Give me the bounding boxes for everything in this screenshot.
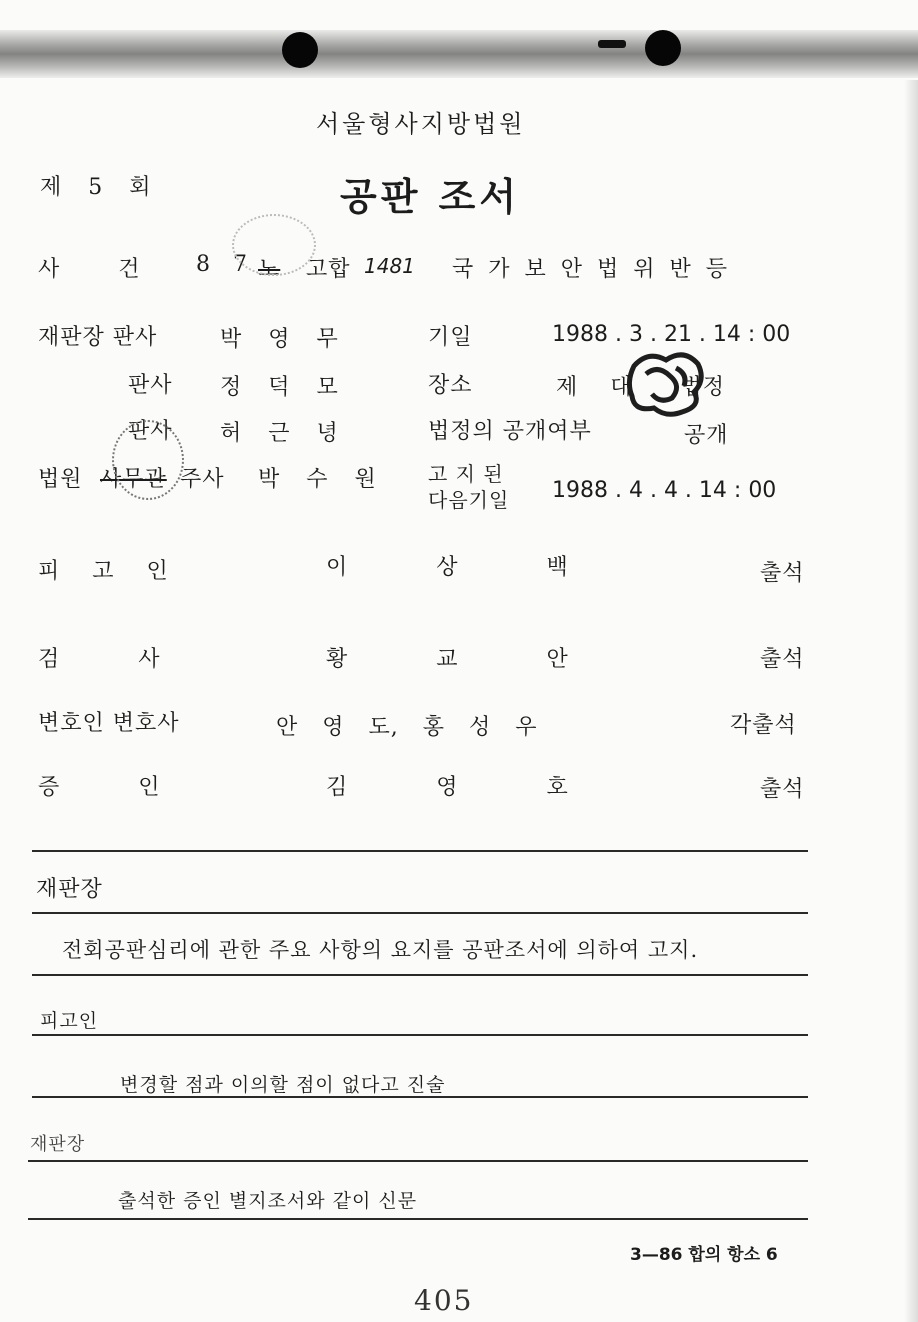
party-role: 피 고 인 [38, 559, 169, 584]
proceeding-text: 변경할 점과 이의할 점이 없다고 진술 [120, 1074, 446, 1096]
divider [28, 1160, 808, 1162]
clerk-name: 박 수 원 [258, 467, 377, 492]
faint-stamp [232, 214, 316, 276]
page-edge-shadow [904, 80, 918, 1322]
case-number-kind: 고합 [306, 257, 351, 282]
punch-hole [645, 30, 681, 66]
divider [32, 974, 808, 976]
next-date-label-1: 고 지 된 [428, 462, 504, 486]
proceeding-speaker: 재판장 [36, 877, 103, 902]
session-number: 제 5 회 [40, 175, 152, 200]
scan-binding-band [0, 30, 918, 78]
party-status: 출석 [760, 647, 805, 672]
court-name: 서울형사지방법원 [316, 110, 526, 138]
party-name: 황 교 안 [326, 647, 569, 672]
case-number-struck: 노 [258, 257, 281, 282]
faint-stamp [112, 420, 184, 500]
judge3-label: 판사 [128, 419, 173, 444]
case-number-prefix: 8 7 [196, 252, 248, 277]
clerk-label-struck: 사무관 [100, 467, 167, 492]
party-status: 각출석 [730, 713, 797, 738]
party-name: 김 영 호 [326, 775, 569, 800]
case-label: 사 건 [38, 257, 141, 282]
party-status: 출석 [760, 777, 805, 802]
date-value: 1988 . 3 . 21 . 14 : 00 [552, 322, 791, 347]
divider [28, 1218, 808, 1220]
place-value: 제 대 법정 [556, 375, 725, 400]
form-code: 3—86 합의 항소 6 [630, 1245, 778, 1265]
judge2-label: 판사 [128, 373, 173, 398]
chief-judge-name: 박 영 무 [220, 327, 339, 352]
party-role: 변호인 변호사 [38, 711, 180, 736]
divider [32, 1096, 808, 1098]
proceeding-speaker: 피고인 [40, 1010, 99, 1032]
judge3-name: 허 근 녕 [220, 421, 339, 446]
next-date-label-2: 다음기일 [428, 488, 510, 512]
case-number: 1481 [364, 254, 415, 278]
chief-judge-label: 재판장 판사 [38, 325, 158, 350]
party-role: 검 사 [38, 647, 161, 672]
proceeding-speaker: 재판장 [30, 1134, 86, 1155]
party-name: 안 영 도, 홍 성 우 [276, 715, 538, 740]
punch-hole [282, 32, 318, 68]
public-value: 공개 [684, 423, 729, 448]
case-name: 국 가 보 안 법 위 반 등 [452, 257, 728, 282]
date-label: 기일 [428, 325, 473, 350]
clerk-label-suffix: 주사 [180, 467, 225, 492]
doc-title: 공판 조서 [340, 174, 521, 219]
court-seal-icon [624, 346, 708, 418]
page-number: 405 [414, 1284, 474, 1317]
judge2-name: 정 덕 모 [220, 375, 339, 400]
next-date-value: 1988 . 4 . 4 . 14 : 00 [552, 478, 777, 503]
public-label: 법정의 공개여부 [428, 419, 592, 444]
proceeding-text: 전회공판심리에 관한 주요 사항의 요지를 공판조서에 의하여 고지. [62, 938, 699, 962]
divider [32, 1034, 808, 1036]
party-status: 출석 [760, 561, 805, 586]
place-label: 장소 [428, 373, 473, 398]
clerk-label-prefix: 법원 [38, 467, 83, 492]
divider [32, 850, 808, 852]
party-role: 증 인 [38, 775, 161, 800]
proceeding-text: 출석한 증인 별지조서와 같이 신문 [118, 1190, 418, 1212]
party-name: 이 상 백 [326, 555, 569, 580]
scan-mark [598, 40, 626, 48]
divider [32, 912, 808, 914]
